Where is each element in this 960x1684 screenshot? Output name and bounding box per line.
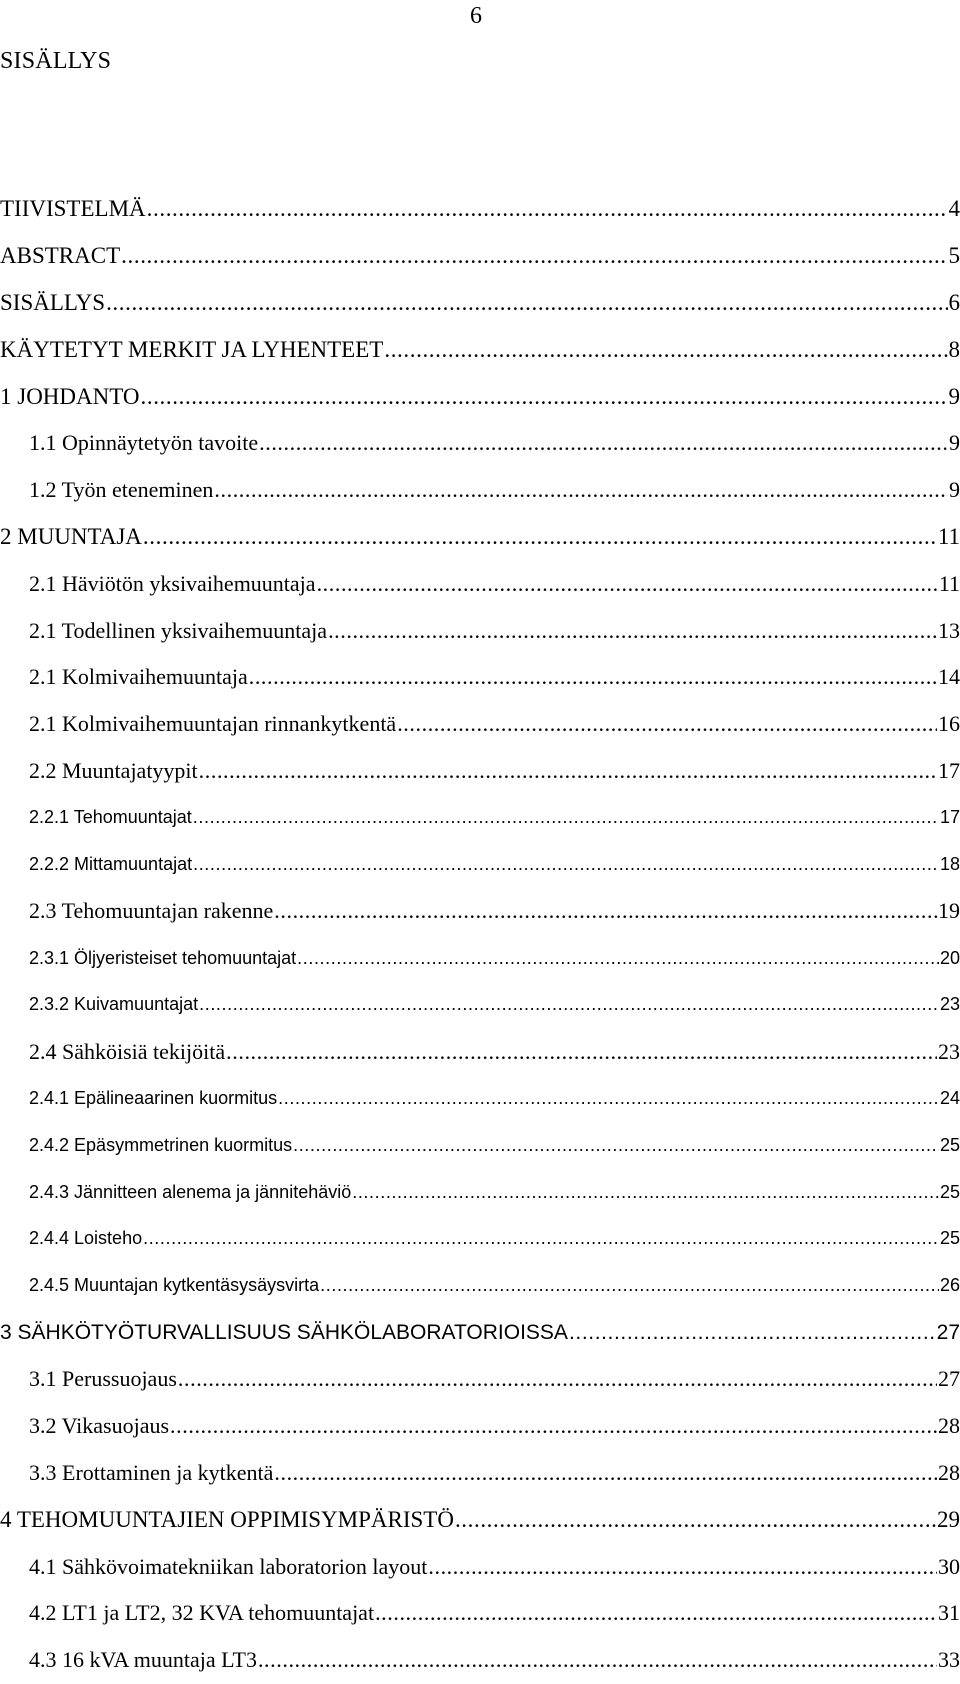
toc-entry[interactable] [0,1169,960,1216]
toc-entry-page-number: 14 [938,664,960,690]
toc-entry[interactable] [0,1496,960,1543]
toc-entry-label: 2.3.2 Kuivamuuntajat [29,994,198,1015]
toc-entry-row [29,571,960,597]
toc-entry-label: 1.1 Opinnäytetyön tavoite [29,430,258,456]
toc-dot-leader [317,571,938,597]
toc-entry-page-number: 6 [949,290,960,316]
toc-entry-row [29,618,960,644]
toc-dot-leader [375,1600,937,1626]
toc-entry-row [29,1088,960,1109]
toc-entry-label: 2.2.1 Tehomuuntajat [29,807,192,828]
toc-entry-page-number: 9 [949,477,960,503]
toc-entry-page-number: 8 [949,337,960,363]
toc-entry-row [29,1275,960,1296]
toc-dot-leader [297,948,939,969]
toc-entry-row [0,1321,960,1345]
toc-entry[interactable] [0,280,960,327]
toc-entry-label: 2.1 Kolmivaihemuuntajan rinnankytkentä [29,711,396,737]
toc-entry-label: 2.3 Tehomuuntajan rakenne [29,898,273,924]
toc-dot-leader [278,1088,939,1109]
toc-entry-label: 2.2.2 Mittamuuntajat [29,854,192,875]
toc-entry-label: 4 TEHOMUUNTAJIEN OPPIMISYMPÄRISTÖ [0,1507,454,1533]
toc-entry-page-number: 28 [938,1460,960,1486]
toc-entry-row [29,994,960,1015]
toc-entry-row [29,477,960,503]
toc-dot-leader [274,1460,937,1486]
toc-entry-page-number: 23 [938,1039,960,1065]
toc-entry-label: 2.4 Sähköisiä tekijöitä [29,1039,225,1065]
toc-entry[interactable] [0,514,960,561]
toc-entry[interactable] [0,982,960,1029]
toc-entry-label: 4.1 Sähkövoimatekniikan laboratorion layout [29,1554,427,1580]
toc-dot-leader [226,1039,937,1065]
toc-dot-leader [384,337,947,363]
toc-entry[interactable] [0,1309,960,1356]
toc-entry-row [29,1460,960,1486]
toc-entry-page-number: 5 [949,243,960,269]
toc-entry-page-number: 9 [949,430,960,456]
toc-entry-label: KÄYTETYT MERKIT JA LYHENTEET [0,337,383,363]
toc-entry-row [29,1039,960,1065]
toc-entry-label: 2.4.4 Loisteho [29,1228,142,1249]
table-of-contents [0,186,960,1684]
toc-heading: SISÄLLYS [0,44,111,78]
toc-entry[interactable] [0,1356,960,1403]
toc-entry-page-number: 11 [938,524,960,550]
toc-dot-leader [274,898,937,924]
toc-entry[interactable] [0,1216,960,1263]
toc-entry[interactable] [0,186,960,233]
toc-entry-label: 2 MUUNTAJA [0,524,142,550]
toc-entry-label: 2.4.5 Muuntajan kytkentäsysäysvirta [29,1275,319,1296]
toc-entry-page-number: 28 [938,1413,960,1439]
toc-entry[interactable] [0,1122,960,1169]
toc-entry-row [29,1228,960,1249]
toc-entry-row [29,1554,960,1580]
toc-entry-page-number: 18 [940,854,960,875]
toc-entry[interactable] [0,373,960,420]
toc-entry[interactable] [0,701,960,748]
toc-entry-row [29,1413,960,1439]
toc-entry[interactable] [0,607,960,654]
toc-entry[interactable] [0,748,960,795]
toc-entry-label: ABSTRACT [0,243,120,269]
toc-entry-label: 4.2 LT1 ja LT2, 32 KVA tehomuuntajat [29,1600,374,1626]
toc-entry-page-number: 25 [940,1182,960,1203]
toc-entry-row [29,1366,960,1392]
toc-entry-label: 3 SÄHKÖTYÖTURVALLISUUS SÄHKÖLABORATORIOISSA [0,1321,568,1345]
toc-entry-page-number: 17 [938,758,960,784]
toc-entry[interactable] [0,1450,960,1497]
toc-entry[interactable] [0,841,960,888]
toc-entry[interactable] [0,233,960,280]
toc-entry-row [0,196,960,222]
toc-entry[interactable] [0,1637,960,1684]
toc-entry-row [29,807,960,828]
toc-entry-label: 2.4.1 Epälineaarinen kuormitus [29,1088,277,1109]
toc-entry-page-number: 31 [938,1600,960,1626]
toc-entry[interactable] [0,794,960,841]
toc-entry[interactable] [0,935,960,982]
toc-dot-leader [569,1321,936,1345]
toc-dot-leader [352,1182,939,1203]
toc-entry-row [0,1507,960,1533]
toc-dot-leader [258,1647,937,1673]
toc-dot-leader [143,524,937,550]
toc-dot-leader [428,1554,937,1580]
toc-dot-leader [397,711,937,737]
toc-entry[interactable] [0,560,960,607]
toc-dot-leader [141,384,948,410]
toc-dot-leader [170,1413,937,1439]
toc-entry-row [29,1182,960,1203]
toc-entry-row [29,430,960,456]
toc-dot-leader [143,1228,939,1249]
toc-entry-row [29,948,960,969]
toc-dot-leader [121,243,947,269]
toc-entry-label: 2.1 Häviötön yksivaihemuuntaja [29,571,316,597]
toc-dot-leader [214,477,948,503]
toc-entry[interactable] [0,1075,960,1122]
toc-entry-row [29,711,960,737]
toc-entry-page-number: 19 [938,898,960,924]
toc-entry-label: 1.2 Työn eteneminen [29,477,213,503]
toc-dot-leader [147,196,948,222]
toc-entry-label: 2.2 Muuntajatyypit [29,758,198,784]
toc-dot-leader [249,664,937,690]
toc-entry-page-number: 23 [940,994,960,1015]
toc-entry-page-number: 26 [940,1275,960,1296]
toc-entry[interactable] [0,1403,960,1450]
toc-dot-leader [320,1275,939,1296]
toc-dot-leader [178,1366,937,1392]
toc-dot-leader [106,290,947,316]
toc-entry[interactable] [0,326,960,373]
toc-dot-leader [293,1135,939,1156]
toc-entry[interactable] [0,1543,960,1590]
toc-entry[interactable] [0,654,960,701]
toc-entry-page-number: 24 [940,1088,960,1109]
toc-entry-page-number: 25 [940,1135,960,1156]
toc-entry-row [29,854,960,875]
toc-entry[interactable] [0,1590,960,1637]
toc-entry-row [0,384,960,410]
toc-entry-page-number: 27 [937,1321,960,1345]
toc-entry-row [29,664,960,690]
toc-entry-page-number: 16 [938,711,960,737]
toc-entry-row [29,1135,960,1156]
toc-entry[interactable] [0,1262,960,1309]
toc-entry[interactable] [0,420,960,467]
toc-entry-label: 2.4.3 Jännitteen alenema ja jännitehäviö [29,1182,351,1203]
toc-entry-row [29,1600,960,1626]
toc-dot-leader [259,430,948,456]
toc-dot-leader [455,1507,936,1533]
toc-entry-label: 2.1 Todellinen yksivaihemuuntaja [29,618,327,644]
toc-entry[interactable] [0,888,960,935]
toc-entry-label: 2.3.1 Öljyeristeiset tehomuuntajat [29,948,296,969]
toc-entry-page-number: 27 [938,1366,960,1392]
toc-dot-leader [193,807,939,828]
toc-entry-page-number: 9 [949,384,960,410]
toc-entry-label: 3.3 Erottaminen ja kytkentä [29,1460,273,1486]
toc-dot-leader [193,854,939,875]
toc-entry-row [0,290,960,316]
toc-entry-page-number: 11 [939,571,960,597]
toc-entry-row [0,243,960,269]
toc-entry-label: 2.4.2 Epäsymmetrinen kuormitus [29,1135,292,1156]
toc-dot-leader [199,758,937,784]
toc-entry-page-number: 29 [937,1507,960,1533]
toc-entry-label: SISÄLLYS [0,290,105,316]
toc-entry-page-number: 13 [938,618,960,644]
toc-dot-leader [328,618,937,644]
toc-entry-label: 1 JOHDANTO [0,384,140,410]
page-number: 6 [470,0,482,32]
toc-entry-page-number: 25 [940,1228,960,1249]
toc-entry[interactable] [0,467,960,514]
toc-dot-leader [199,994,939,1015]
toc-entry-row [0,524,960,550]
toc-entry-page-number: 20 [940,948,960,969]
toc-entry-page-number: 30 [938,1554,960,1580]
toc-entry-row [29,758,960,784]
toc-entry-row [29,1647,960,1673]
toc-entry-row [0,337,960,363]
toc-entry-label: 3.1 Perussuojaus [29,1366,177,1392]
toc-entry-label: 3.2 Vikasuojaus [29,1413,169,1439]
toc-entry-label: 2.1 Kolmivaihemuuntaja [29,664,248,690]
toc-entry-label: 4.3 16 kVA muuntaja LT3 [29,1647,257,1673]
toc-entry-page-number: 17 [940,807,960,828]
toc-entry-row [29,898,960,924]
toc-entry-page-number: 4 [949,196,960,222]
toc-entry-page-number: 33 [938,1647,960,1673]
toc-entry-label: TIIVISTELMÄ [0,196,146,222]
toc-entry[interactable] [0,1028,960,1075]
